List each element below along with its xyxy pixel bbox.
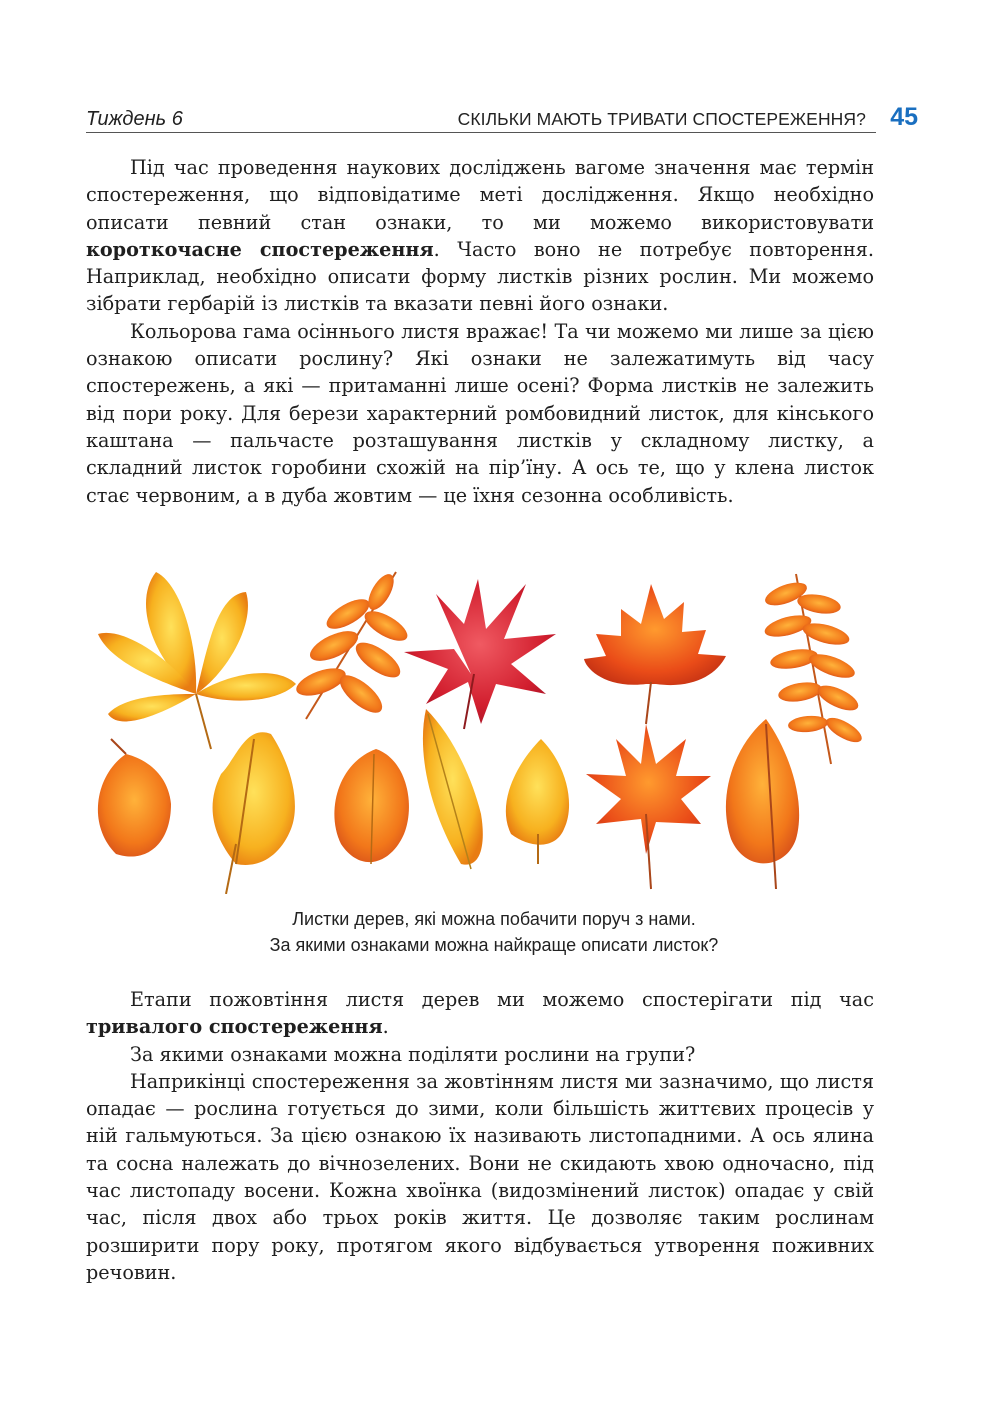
red-maple-leaf-icon [404,579,556,729]
paragraph-text: Етапи пожовтіння листя дерев ми можемо спостерігати під час [130,988,874,1011]
caption-line-2: За якими ознаками можна найкраще описати листок? [269,935,719,955]
orange-maple-leaf-icon [584,584,726,724]
chestnut-leaf-icon [98,572,296,749]
rowan-leaf-icon [293,570,412,719]
paragraph-long-term [86,986,874,1041]
observation-text-block [86,986,874,1286]
header-divider [86,132,876,133]
term-long-term-observation: тривалого спостереження [86,1015,383,1039]
aspen-leaf-icon [506,739,569,864]
week-label: Тиждень 6 [86,108,183,130]
paragraph-question: За якими ознаками можна поділяти рослини на групи? [130,1042,696,1066]
paragraph-text: . Часто воно не потребує повторення. Наприклад, необхідно описати форму листків різних рослин. Ми можемо зібрати гербарій із листків та вказати певні його ознаки. [86,237,875,316]
birch-leaf-icon [98,739,171,857]
paragraph-leaf-fall: Наприкінці спостереження за жовтінням листя ми зазначимо, що листя опадає — рослина готується до зими, коли більшість життєвих процесів у ній гальмуються. За цією ознакою їх називають листопадними. А ось ялина та сосна належать до вічнозелених. Вони не скидають хвою одночасно, під час листопаду восени. Кожна хвоїнка (видозмінений листок) опадає у свій час, після двох або трьох років життя. Це дозволяє таким рослинам розширити пору року, протягом якого відбувається утворення поживних речовин. [86,1069,874,1284]
section-title: СКІЛЬКИ МАЮТЬ ТРИВАТИ СПОСТЕРЕЖЕННЯ? [457,109,866,129]
figure-caption [86,906,902,958]
beech-leaf-icon [726,719,799,889]
sweetgum-leaf-icon [586,724,711,889]
rowan-leaf-right-icon [762,574,865,764]
paragraph-text: Під час проведення наукових досліджень вагоме значення має термін спостереження, що відповідатиме меті дослідження. Якщо необхідно описати певний стан ознаки, то ми можемо використовувати [86,156,874,234]
page-header [86,100,918,134]
paragraph-text: . [382,1015,389,1039]
autumn-leaves-figure [86,564,912,894]
leaves-illustration [86,564,912,894]
oval-leaf-icon [334,749,409,864]
page-number: 45 [890,103,918,131]
caption-line-1: Листки дерев, які можна побачити поруч з нами. [292,909,696,929]
paragraph-autumn-colors: Кольорова гама осіннього листя вражає! Та чи можемо ми лише за цією ознакою описати рослину? Які ознаки не залежатимуть від часу спостережень, а які — притаманні лише осені? Форма листків не залежить від пори року. Для берези характерний ромбовидний листок, для кінського каштана — пальчасте розташування листків у складному листку, а складний листок горобини схожій на пір’їну. А ось те, що у клена листок стає червоним, а в дуба жовтим — це їхня сезонна особливість. [86,319,874,507]
willow-leaf-icon [423,709,483,869]
hawthorn-leaf-icon [213,732,295,894]
paragraph-short-term [86,154,874,318]
intro-text-block [86,154,874,509]
term-short-term-observation: короткочасне спостереження [86,237,434,261]
